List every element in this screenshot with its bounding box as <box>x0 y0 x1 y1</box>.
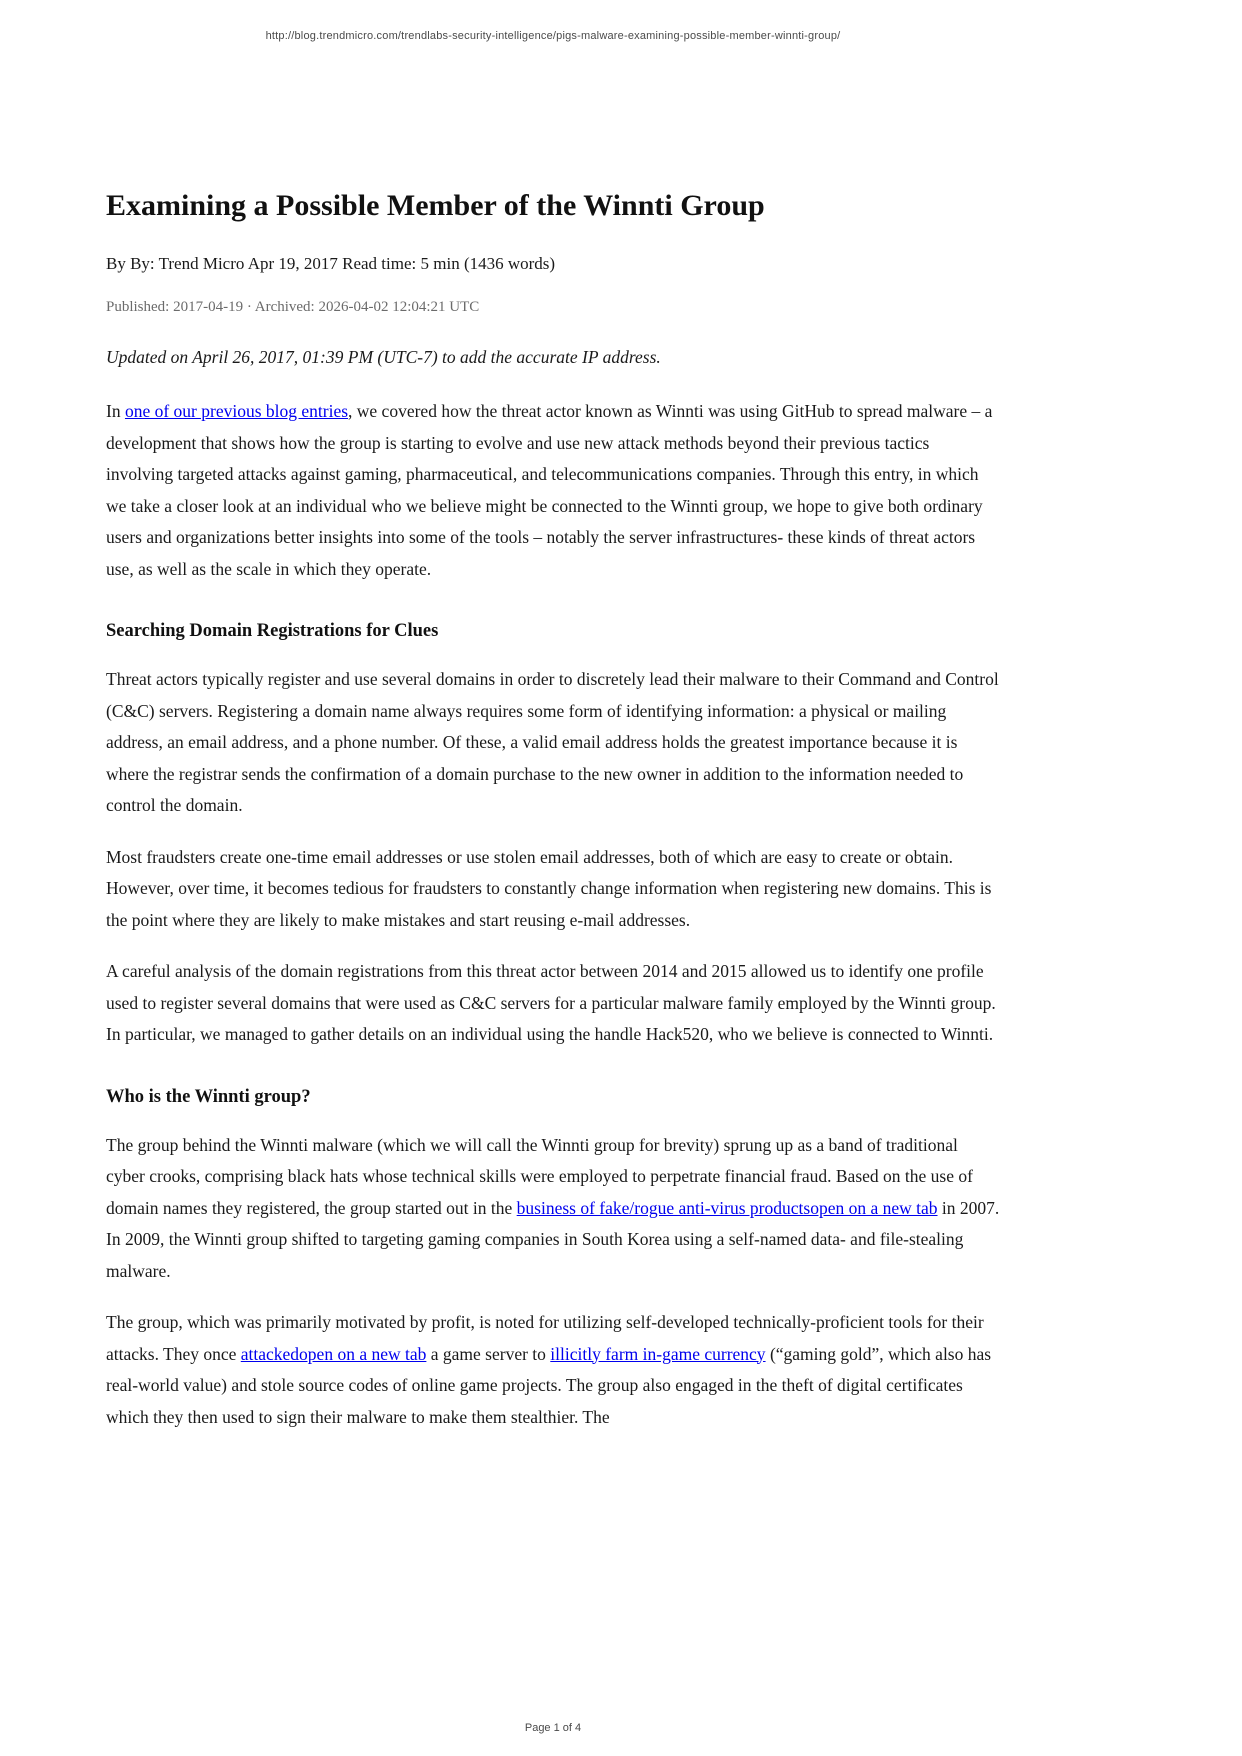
article-paragraph-intro: In one of our previous blog entries, we covered how the threat actor known as Winnti was using GitHub to spread malware – a development that shows how the group is starting to evolve and use new attack methods beyond their previous tactics involving targeted attacks against gaming, pharmaceutical, and telecommunications companies. Through this entry, in which we take a closer look at an individual who we believe might be connected to the Winnti group, we hope to give both ordinary users and organizations better insights into some of the tools – notably the server infrastructures- these kinds of threat actors use, as well as the scale in which they operate. <box>106 401 993 579</box>
page-title: Examining a Possible Member of the Winnti Group <box>106 189 765 222</box>
article-content <box>106 188 1000 1433</box>
article-paragraph: The group behind the Winnti malware (which we will call the Winnti group for brevity) sprung up as a band of traditional cyber crooks, comprising black hats whose technical skills were employed to perpetrate financial fraud. Based on the use of domain names they registered, the group started out in the business of fake/rogue anti-virus productsopen on a new tab in 2007. In 2009, the Winnti group shifted to targeting gaming companies in South Korea using a self-named data- and file-stealing malware. <box>106 1134 1000 1281</box>
article-paragraph: Threat actors typically register and use several domains in order to discretely lead their malware to their Command and Control (C&C) servers. Registering a domain name always requires some form of identifying information: a physical or mailing address, an email address, and a phone number. Of these, a valid email address holds the greatest importance because it is where the registrar sends the confirmation of a domain purchase to the new owner in addition to the information needed to control the domain. <box>106 669 999 815</box>
section-heading-who-is-winnti: Who is the Winnti group? <box>106 1086 311 1107</box>
inline-link[interactable]: one of our previous blog entries <box>124 401 349 421</box>
article-paragraph: Most fraudsters create one-time email addresses or use stolen email addresses, both of which are easy to create or obtain. However, over time, it becomes tedious for fraudsters to constantly change information when registering new domains. This is the point where they are likely to make mistakes and start reusing e-mail addresses. <box>106 846 992 930</box>
article-published-line: Published: 2017-04-19 · Archived: 2026-04-02 12:04:21 UTC <box>106 299 480 315</box>
section-heading-domain-registrations: Searching Domain Registrations for Clues <box>106 621 439 641</box>
article-paragraph: A careful analysis of the domain registrations from this threat actor between 2014 and 2015 allowed us to identify one profile used to register several domains that were used as C&C servers for a particular malware family employed by the Winnti group. In particular, we managed to gather details on an individual using the handle Hack520, who we believe is connected to Winnti. <box>106 961 996 1044</box>
article-byline: By By: Trend Micro Apr 19, 2017 Read time: 5 min (1436 words) <box>106 254 556 273</box>
article-paragraph: The group, which was primarily motivated by profit, is noted for utilizing self-developed technically-proficient tools for their attacks. They once attackedopen on a new tab a game server to illicitly farm in-game currency (“gaming gold”, which also has real-world value) and stole source codes of online game projects. The group also engaged in the theft of digital certificates which they then used to sign their malware to make them stealthier. The <box>106 1312 992 1427</box>
page-footer-pagination: Page 1 of 4 <box>524 1722 582 1734</box>
inline-link[interactable]: attackedopen on a new tab <box>240 1343 427 1364</box>
inline-link[interactable]: business of fake/rogue anti-virus productsopen on a new tab <box>516 1197 938 1218</box>
article-updated-note: Updated on April 26, 2017, 01:39 PM (UTC-7) to add the accurate IP address. <box>106 347 661 367</box>
page-header-url: http://blog.trendmicro.com/trendlabs-security-intelligence/pigs-malware-examining-possible-member-winnti-group/ <box>265 30 841 42</box>
inline-link[interactable]: illicitly farm in-game currency <box>550 1343 766 1364</box>
